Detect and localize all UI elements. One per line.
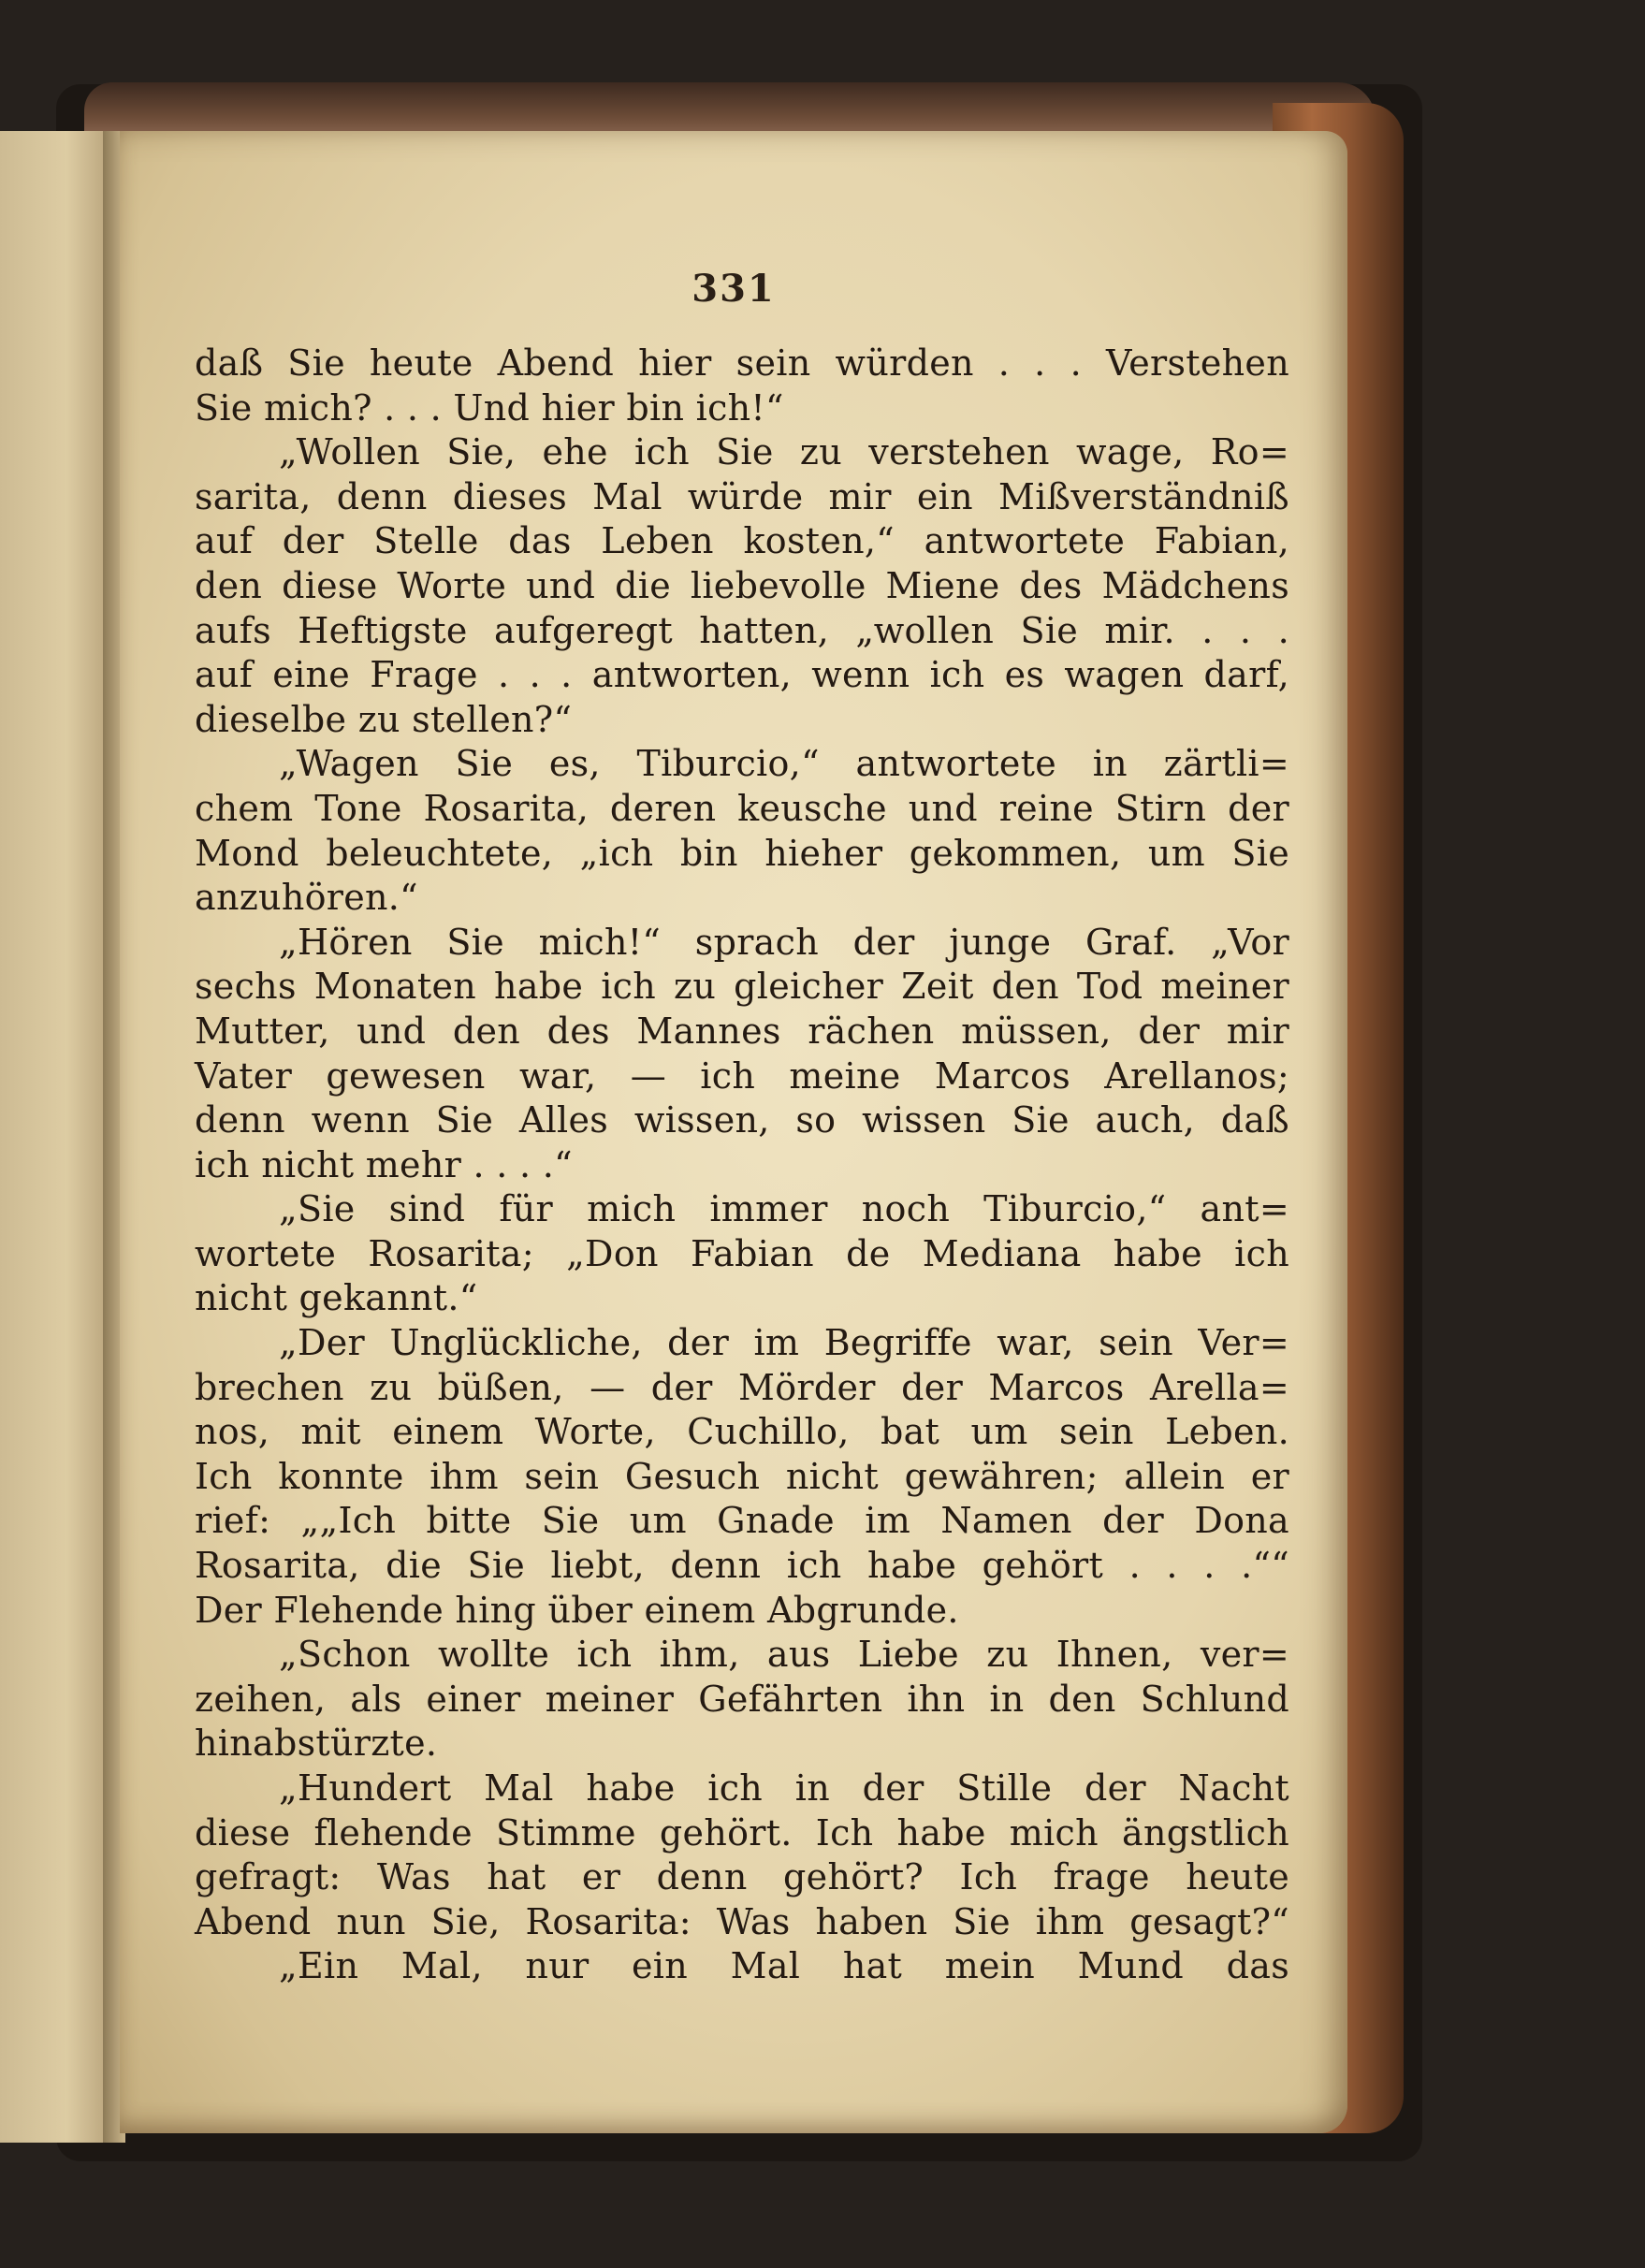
- text-line: Ich konnte ihm sein Gesuch nicht gewähren; allein er: [195, 1455, 1289, 1497]
- text-line: ich nicht mehr . . . .“: [195, 1143, 573, 1185]
- left-page-edge: [0, 131, 110, 2143]
- text-line: auf eine Frage . . . antworten, wenn ich es wagen darf,: [195, 654, 1289, 696]
- text-line: chem Tone Rosarita, deren keusche und reine Stirn der: [195, 787, 1289, 829]
- text-line: „Wollen Sie, ehe ich Sie zu verstehen wage, Ro=: [279, 431, 1289, 473]
- text-line: anzuhören.“: [195, 877, 418, 919]
- text-line: sechs Monaten habe ich zu gleicher Zeit den Tod meiner: [195, 966, 1289, 1008]
- text-line: Der Flehende hing über einem Abgrunde.: [195, 1589, 959, 1631]
- text-line: daß Sie heute Abend hier sein würden . . . Verstehen: [195, 342, 1289, 384]
- text-line: dieselbe zu stellen?“: [195, 698, 573, 740]
- text-line: „Schon wollte ich ihm, aus Liebe zu Ihnen, ver=: [279, 1634, 1289, 1676]
- text-line: Mond beleuchtete, „ich bin hieher gekommen, um Sie: [195, 832, 1289, 874]
- page-number: 331: [691, 267, 776, 311]
- text-line: „Hundert Mal habe ich in der Stille der Nacht: [279, 1767, 1289, 1809]
- text-line: „Ein Mal, nur ein Mal hat mein Mund das: [279, 1945, 1289, 1987]
- text-line: Abend nun Sie, Rosarita: Was haben Sie ihm gesagt?“: [195, 1900, 1289, 1942]
- text-line: wortete Rosarita; „Don Fabian de Mediana habe ich: [195, 1232, 1289, 1274]
- text-line: Rosarita, die Sie liebt, denn ich habe gehört . . . .““: [195, 1545, 1289, 1587]
- text-line: rief: „„Ich bitte Sie um Gnade im Namen der Dona: [195, 1500, 1289, 1542]
- text-line: diese flehende Stimme gehört. Ich habe mich ängstlich: [195, 1811, 1289, 1854]
- text-line: brechen zu büßen, — der Mörder der Marcos Arella=: [195, 1366, 1289, 1408]
- text-line: auf der Stelle das Leben kosten,“ antwortete Fabian,: [195, 520, 1289, 562]
- text-line: „Hören Sie mich!“ sprach der junge Graf. „Vor: [279, 921, 1289, 963]
- text-line: hinabstürzte.: [195, 1723, 438, 1765]
- text-line: Mutter, und den des Mannes rächen müssen, der mir: [195, 1010, 1289, 1052]
- text-line: „Der Unglückliche, der im Begriffe war, sein Ver=: [279, 1322, 1289, 1364]
- text-line: zeihen, als einer meiner Gefährten ihn in den Schlund: [195, 1678, 1289, 1720]
- text-line: denn wenn Sie Alles wissen, so wissen Sie auch, daß: [195, 1099, 1289, 1141]
- text-line: aufs Heftigste aufgeregt hatten, „wollen Sie mir. . . .: [195, 609, 1289, 651]
- text-line: nos, mit einem Worte, Cuchillo, bat um sein Leben.: [195, 1411, 1289, 1453]
- text-line: „Wagen Sie es, Tiburcio,“ antwortete in zärtli=: [279, 743, 1289, 785]
- book-page: [120, 131, 1347, 2133]
- text-line: Sie mich? . . . Und hier bin ich!“: [195, 386, 784, 429]
- text-line: gefragt: Was hat er denn gehört? Ich frage heute: [195, 1856, 1289, 1898]
- text-line: den diese Worte und die liebevolle Miene des Mädchens: [195, 564, 1289, 606]
- book-cover-top: [84, 82, 1376, 138]
- text-line: Vater gewesen war, — ich meine Marcos Arellanos;: [195, 1054, 1289, 1097]
- text-line: sarita, denn dieses Mal würde mir ein Mißverständniß: [195, 475, 1289, 517]
- text-line: „Sie sind für mich immer noch Tiburcio,“ ant=: [279, 1188, 1289, 1230]
- text-line: nicht gekannt.“: [195, 1277, 478, 1319]
- page-text-block: [195, 342, 1289, 1989]
